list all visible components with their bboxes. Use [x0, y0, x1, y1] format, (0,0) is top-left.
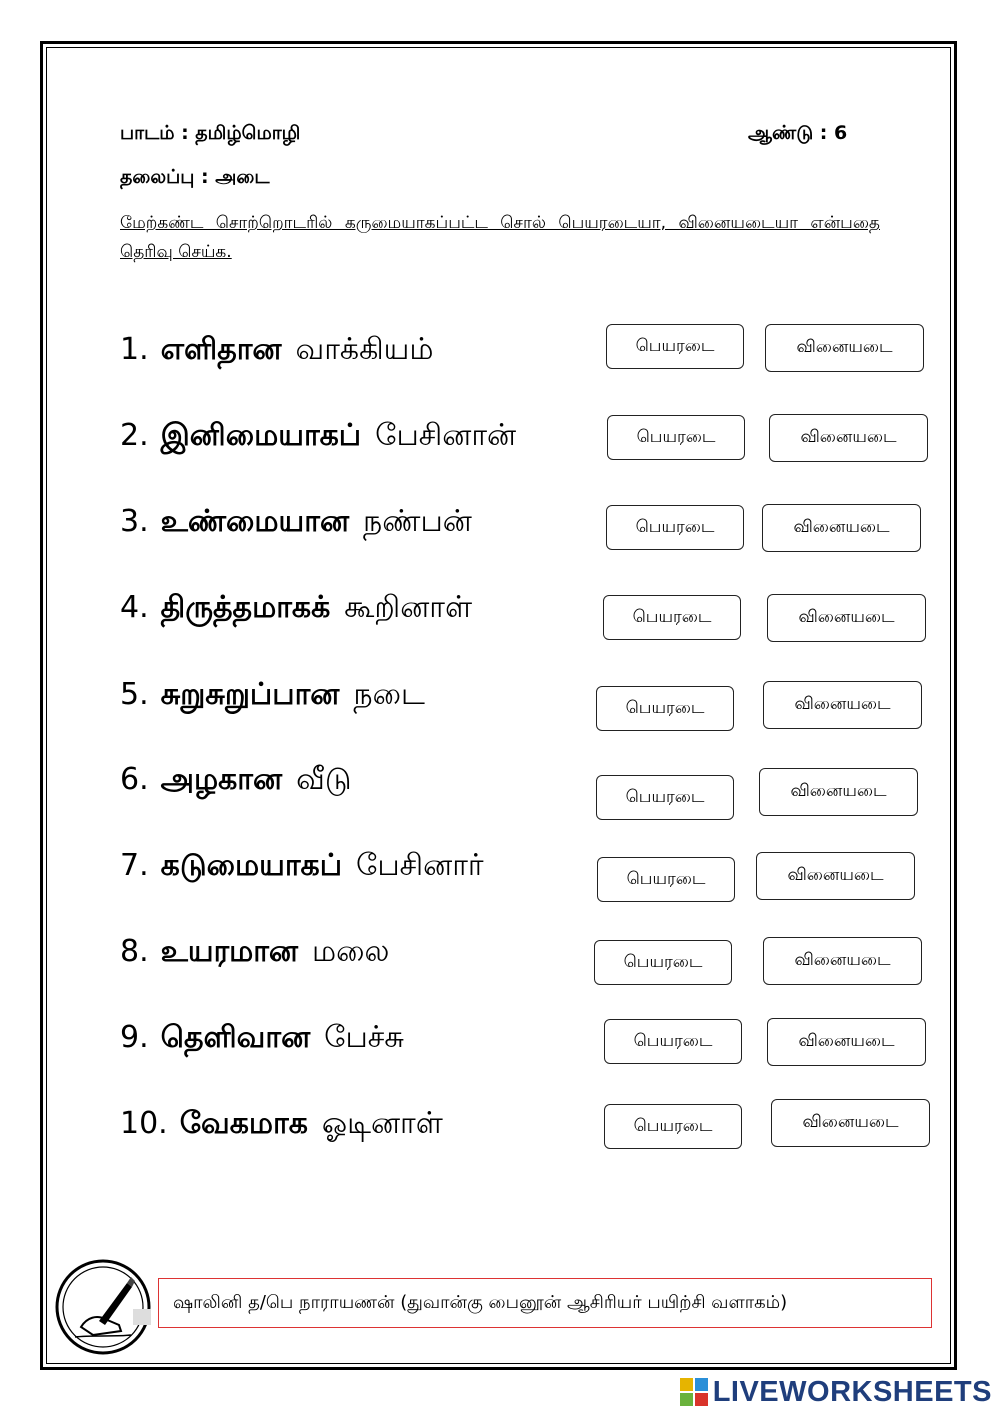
- question-number: 7.: [120, 848, 149, 883]
- option-verb-adj-2[interactable]: வினையடை: [769, 414, 928, 462]
- bold-word: அழகான: [160, 762, 283, 797]
- option-verb-adj-10[interactable]: வினையடை: [771, 1099, 930, 1147]
- bold-word: கடுமையாகப்: [160, 848, 343, 883]
- bold-word: தெளிவான: [160, 1020, 311, 1055]
- bold-word: உயரமான: [160, 934, 298, 969]
- instruction-text: மேற்கண்ட சொற்றொடரில் கருமையாகப்பட்ட சொல் பெயரடையா, வினையடையா என்பதை தெரிவு செய்க.: [120, 213, 880, 262]
- question-3: [120, 502, 472, 542]
- option-verb-adj-1[interactable]: வினையடை: [765, 324, 924, 372]
- bold-word: திருத்தமாகக்: [160, 590, 331, 625]
- option-verb-adj-9[interactable]: வினையடை: [767, 1018, 926, 1066]
- bold-word: சுறுசுறுப்பான: [160, 677, 340, 712]
- question-6: [120, 760, 352, 800]
- question-number: 2.: [120, 418, 149, 453]
- option-noun-adj-5[interactable]: பெயரடை: [596, 686, 734, 731]
- option-verb-adj-8[interactable]: வினையடை: [763, 937, 922, 985]
- option-noun-adj-8[interactable]: பெயரடை: [594, 940, 732, 985]
- question-7: [120, 846, 484, 886]
- year-label: ஆண்டு : 6: [748, 122, 848, 144]
- bold-word: எளிதான: [160, 332, 282, 367]
- option-noun-adj-1[interactable]: பெயரடை: [606, 324, 744, 369]
- option-verb-adj-5[interactable]: வினையடை: [763, 681, 922, 729]
- question-1: [120, 330, 434, 370]
- option-verb-adj-4[interactable]: வினையடை: [767, 594, 926, 642]
- rest-word: வாக்கியம்: [295, 332, 434, 367]
- option-verb-adj-6[interactable]: வினையடை: [759, 768, 918, 816]
- rest-word: வீடு: [296, 762, 352, 797]
- rest-word: கூறினாள்: [344, 590, 473, 625]
- brand-name: LIVEWORKSHEETS: [712, 1375, 992, 1408]
- rest-word: நடை: [353, 677, 425, 712]
- question-9: [120, 1018, 404, 1058]
- option-noun-adj-2[interactable]: பெயரடை: [607, 415, 745, 460]
- rest-word: நண்பன்: [363, 504, 472, 539]
- rest-word: மலை: [311, 934, 390, 969]
- question-number: 6.: [120, 762, 149, 797]
- subject-label: பாடம் : தமிழ்மொழி: [120, 122, 301, 144]
- rest-word: பேசினான்: [375, 418, 517, 453]
- rest-word: பேச்சு: [324, 1020, 404, 1055]
- question-number: 9.: [120, 1020, 149, 1055]
- option-noun-adj-10[interactable]: பெயரடை: [604, 1104, 742, 1149]
- option-verb-adj-3[interactable]: வினையடை: [762, 504, 921, 552]
- question-4: [120, 588, 472, 628]
- question-5: [120, 675, 425, 715]
- question-10: [120, 1104, 443, 1144]
- question-number: 8.: [120, 934, 149, 969]
- question-8: [120, 932, 389, 972]
- bold-word: உண்மையான: [160, 504, 350, 539]
- question-number: 10.: [120, 1106, 168, 1141]
- rest-word: பேசினார்: [356, 848, 484, 883]
- question-number: 4.: [120, 590, 149, 625]
- option-noun-adj-3[interactable]: பெயரடை: [606, 505, 744, 550]
- author-credit: ஷாலினி த/பெ நாராயணன் (துவான்கு பைனூன் ஆசிரியர் பயிற்சி வளாகம்): [158, 1278, 932, 1328]
- option-noun-adj-7[interactable]: பெயரடை: [597, 857, 735, 902]
- writing-hand-icon: [53, 1255, 157, 1359]
- option-noun-adj-4[interactable]: பெயரடை: [603, 595, 741, 640]
- question-number: 1.: [120, 332, 149, 367]
- bold-word: இனிமையாகப்: [160, 418, 362, 453]
- liveworksheets-logo: [679, 1375, 992, 1409]
- question-number: 5.: [120, 677, 149, 712]
- bold-word: வேகமாக: [179, 1106, 308, 1141]
- rest-word: ஓடினாள்: [321, 1106, 443, 1141]
- brand-grid-icon: [679, 1377, 709, 1407]
- question-number: 3.: [120, 504, 149, 539]
- option-verb-adj-7[interactable]: வினையடை: [756, 852, 915, 900]
- question-2: [120, 416, 516, 456]
- option-noun-adj-6[interactable]: பெயரடை: [596, 775, 734, 820]
- topic-label: தலைப்பு : அடை: [120, 166, 270, 188]
- option-noun-adj-9[interactable]: பெயரடை: [604, 1019, 742, 1064]
